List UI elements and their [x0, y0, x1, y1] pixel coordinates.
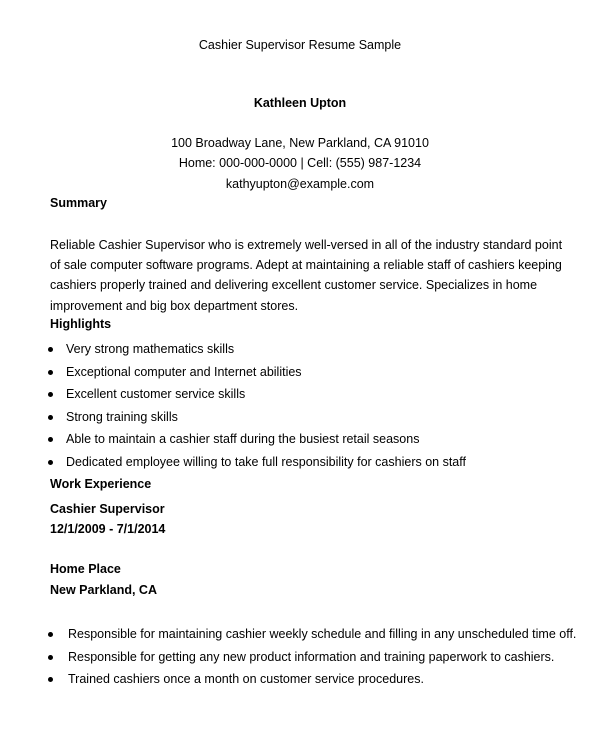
highlight-text: Dedicated employee willing to take full responsibility for cashiers on staff: [66, 454, 466, 469]
bullet-icon: [48, 460, 53, 465]
bullet-icon: [48, 655, 53, 660]
highlights-list: [66, 338, 466, 474]
employer-name: Home Place: [50, 562, 121, 576]
summary-heading: Summary: [50, 196, 107, 210]
work-experience-heading: Work Experience: [50, 477, 152, 491]
employer-location: New Parkland, CA: [50, 583, 157, 597]
bullet-icon: [48, 392, 53, 397]
highlight-text: Excellent customer service skills: [66, 387, 246, 402]
highlight-text: Exceptional computer and Internet abilities: [66, 364, 302, 379]
duty-text: Trained cashiers once a month on customer service procedures.: [68, 672, 424, 687]
duty-text: Responsible for getting any new product information and training paperwork to cashiers.: [68, 649, 555, 664]
list-item: [66, 428, 466, 451]
list-item: [66, 361, 466, 384]
summary-text: Reliable Cashier Supervisor who is extremely well-versed in all of the industry standard point of sale computer software programs. Adept at maintaining a reliable staff of cashiers keeping cashiers properly trained and delivering excellent customer service. Specializes in home improvement and big box department stores.: [50, 238, 563, 313]
list-item: [68, 623, 576, 646]
bullet-icon: [48, 437, 53, 442]
contact-address: 100 Broadway Lane, New Parkland, CA 91010: [171, 136, 429, 150]
highlight-text: Able to maintain a cashier staff during the busiest retail seasons: [66, 432, 420, 447]
list-item: [66, 451, 466, 474]
highlight-text: Very strong mathematics skills: [66, 342, 235, 356]
contact-phones: Home: 000-000-0000 | Cell: (555) 987-1234: [178, 156, 422, 170]
highlights-heading: Highlights: [50, 317, 112, 331]
bullet-icon: [48, 415, 53, 420]
bullet-icon: [48, 677, 53, 682]
highlight-text: Strong training skills: [66, 409, 178, 424]
duty-text: Responsible for maintaining cashier weekly schedule and filling in any unscheduled time off.: [68, 627, 577, 641]
bullet-icon: [48, 347, 53, 352]
list-item: [66, 383, 466, 406]
list-item: [66, 338, 466, 361]
list-item: [68, 646, 576, 669]
contact-email: kathyupton@example.com: [225, 177, 375, 191]
candidate-name: Kathleen Upton: [253, 96, 347, 110]
list-item: [66, 406, 466, 429]
job-title: Cashier Supervisor: [50, 502, 165, 516]
job-dates: 12/1/2009 - 7/1/2014: [50, 522, 166, 536]
duties-list: [68, 623, 576, 691]
bullet-icon: [48, 632, 53, 637]
bullet-icon: [48, 370, 53, 375]
list-item: [68, 668, 576, 691]
document-title: Cashier Supervisor Resume Sample: [198, 38, 402, 52]
